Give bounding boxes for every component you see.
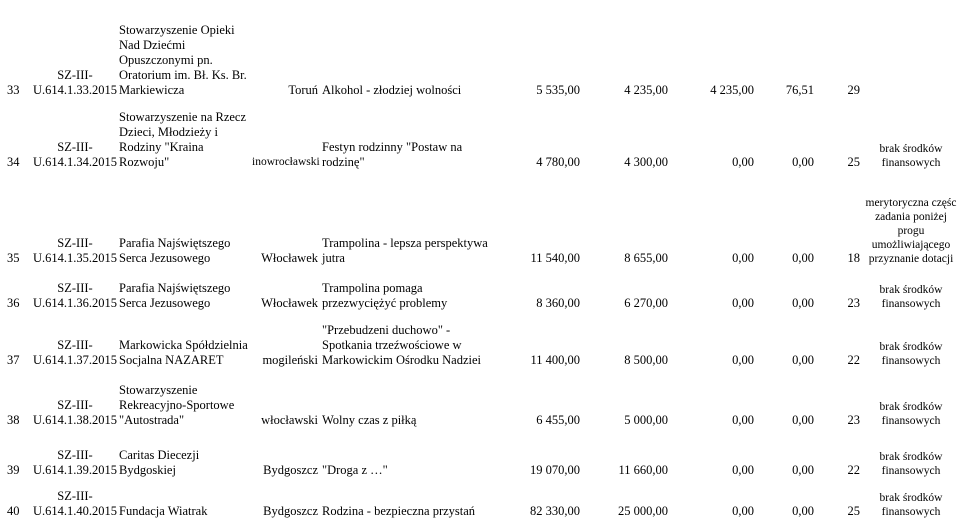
application-code: SZ-III- U.614.1.36.2015 [33,281,118,310]
task-title: Festyn rodzinny "Postaw na rodzinę" [322,140,463,169]
application-code: SZ-III- U.614.1.40.2015 [33,489,118,518]
requested-amount: 11 400,00 [530,353,580,367]
score: 22 [847,463,860,477]
location: Włocławek [261,296,318,310]
task-title: "Przebudzeni duchowo" - Spotkania trzeźwościowe w Markowickim Ośrodku Nadziei [322,323,481,367]
percentage: 76,51 [785,83,814,97]
percentage: 0,00 [792,296,814,310]
percentage: 0,00 [792,353,814,367]
proposed-amount: 8 655,00 [624,251,668,265]
application-code: SZ-III- U.614.1.33.2015 [33,68,118,97]
score: 22 [847,353,860,367]
percentage: 0,00 [792,251,814,265]
organization-name: Stowarzyszenie Opieki Nad Dziećmi Opuszczonymi pn. Oratorium im. Bł. Ks. Br. Markiewicza [119,23,247,97]
organization-name: Stowarzyszenie na Rzecz Dzieci, Młodzieży i Rodziny "Kraina Rozwoju" [119,110,247,169]
requested-amount: 4 780,00 [536,155,580,169]
task-title: Wolny czas z piłką [322,413,417,427]
table-row [0,170,960,266]
location: mogileński [262,353,318,367]
row-number: 38 [7,413,20,427]
task-title: Trampolina pomaga przezwyciężyć problemy [322,281,448,310]
percentage: 0,00 [792,463,814,477]
row-number: 35 [7,251,20,265]
remarks: merytoryczna częśc zadania poniżej progu umożliwiającego przyznanie dotacji [865,197,957,265]
application-code: SZ-III- U.614.1.38.2015 [33,398,118,427]
score: 18 [847,251,860,265]
granted-amount: 0,00 [732,155,754,169]
application-code: SZ-III- U.614.1.37.2015 [33,338,118,367]
remarks: brak środków finansowych [879,492,943,518]
remarks: brak środków finansowych [879,143,943,169]
task-title: "Droga z …" [322,463,388,477]
table-row [0,428,960,478]
remarks: brak środków finansowych [879,341,943,367]
percentage: 0,00 [792,413,814,427]
location: Bydgoszcz [263,504,318,518]
location: Bydgoszcz [263,463,318,477]
granted-amount: 0,00 [732,463,754,477]
percentage: 0,00 [792,504,814,518]
granted-amount: 0,00 [732,353,754,367]
requested-amount: 5 535,00 [536,83,580,97]
granted-amount: 4 235,00 [710,83,754,97]
granted-amount: 0,00 [732,504,754,518]
score: 23 [847,413,860,427]
granted-amount: 0,00 [732,251,754,265]
requested-amount: 6 455,00 [536,413,580,427]
row-number: 36 [7,296,20,310]
granted-amount: 0,00 [732,413,754,427]
application-code: SZ-III- U.614.1.39.2015 [33,448,118,477]
row-number: 33 [7,83,20,97]
organization-name: Caritas Diecezji Bydgoskiej [119,448,200,477]
table-row [0,368,960,428]
task-title: Rodzina - bezpieczna przystań [322,504,476,518]
requested-amount: 8 360,00 [536,296,580,310]
requested-amount: 11 540,00 [530,251,580,265]
proposed-amount: 4 300,00 [624,155,668,169]
row-number: 37 [7,353,20,367]
table-row [0,0,960,98]
location: inowrocławski [252,156,320,168]
score: 29 [847,83,860,97]
row-number: 34 [7,155,20,169]
score: 25 [847,155,860,169]
location: Włocławek [261,251,318,265]
row-number: 39 [7,463,20,477]
organization-name: Stowarzyszenie Rekreacyjno-Sportowe "Autostrada" [119,383,235,427]
organization-name: Parafia Najświętszego Serca Jezusowego [119,236,231,265]
percentage: 0,00 [792,155,814,169]
organization-name: Fundacja Wiatrak [119,504,208,518]
requested-amount: 19 070,00 [530,463,580,477]
remarks: brak środków finansowych [879,401,943,427]
table-row [0,478,960,519]
proposed-amount: 6 270,00 [624,296,668,310]
application-code: SZ-III- U.614.1.35.2015 [33,236,118,265]
table-row [0,98,960,170]
score: 25 [847,504,860,518]
table-row [0,311,960,368]
task-title: Trampolina - lepsza perspektywa jutra [322,236,488,265]
remarks: brak środków finansowych [879,284,943,310]
granted-amount: 0,00 [732,296,754,310]
requested-amount: 82 330,00 [530,504,580,518]
proposed-amount: 4 235,00 [624,83,668,97]
organization-name: Markowicka Spółdzielnia Socjalna NAZARET [119,338,248,367]
task-title: Alkohol - złodziej wolności [322,83,462,97]
application-code: SZ-III- U.614.1.34.2015 [33,140,118,169]
remarks: brak środków finansowych [879,451,943,477]
proposed-amount: 11 660,00 [618,463,668,477]
location: włocławski [261,413,318,427]
location: Toruń [288,83,318,97]
proposed-amount: 5 000,00 [624,413,668,427]
table-row [0,266,960,311]
proposed-amount: 25 000,00 [618,504,668,518]
proposed-amount: 8 500,00 [624,353,668,367]
organization-name: Parafia Najświętszego Serca Jezusowego [119,281,231,310]
score: 23 [847,296,860,310]
row-number: 40 [7,504,20,518]
